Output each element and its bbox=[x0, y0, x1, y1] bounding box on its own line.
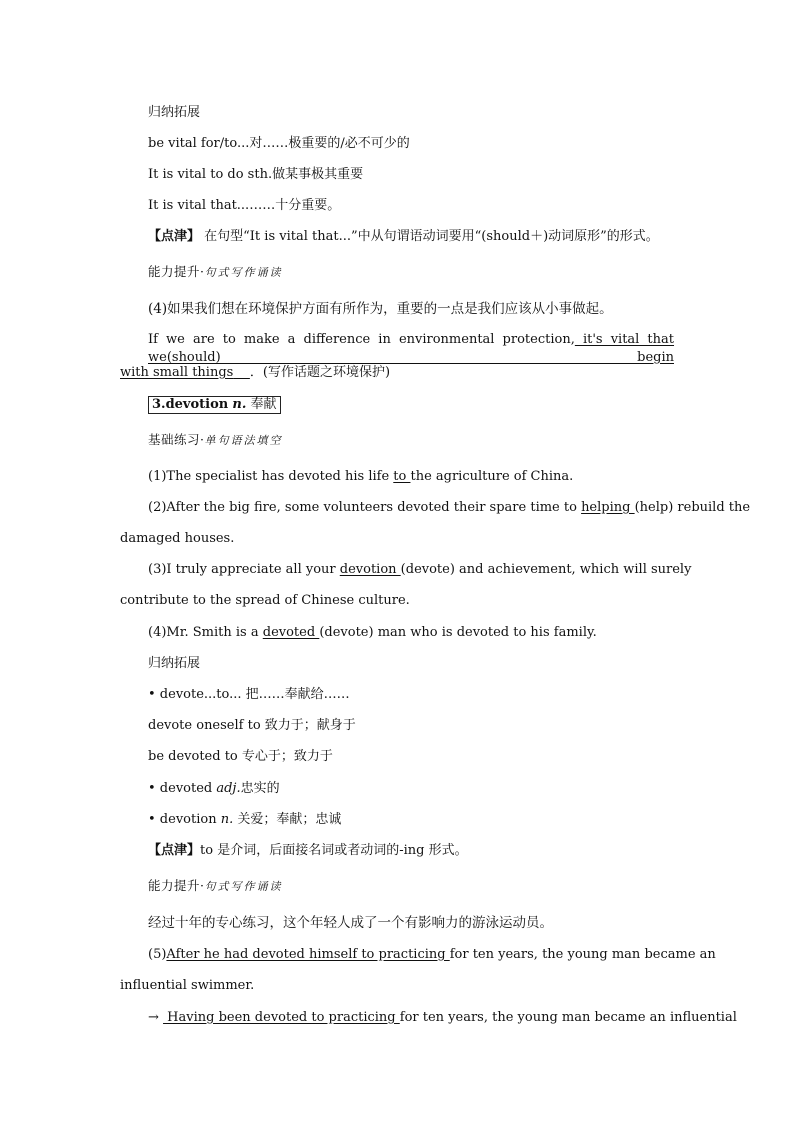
answer-blank: it's vital that we(should) begin bbox=[148, 332, 675, 365]
extension-heading: 归纳拓展 bbox=[148, 105, 201, 120]
tip-line bbox=[148, 228, 659, 246]
question-2-cont: damaged houses. bbox=[120, 531, 235, 546]
question-4: (4)Mr. Smith is a devoted (devote) man who is devoted to his family. bbox=[148, 625, 597, 640]
question-3: (3)I truly appreciate all your devotion (devote) and achievement, which will surely bbox=[148, 562, 692, 577]
question-5-alternative: → Having been devoted to practicing for ten years, the young man became an influential bbox=[148, 1010, 737, 1025]
question-4-english-cont: with small things ．(写作话题之环境保护) bbox=[120, 365, 391, 380]
answer-blank: After he had devoted himself to practicing bbox=[166, 947, 450, 962]
question-2: (2)After the big fire, some volunteers devoted their spare time to helping (help) rebuild the bbox=[148, 500, 751, 515]
tip-label: 【点津】 bbox=[148, 843, 201, 858]
question-5: (5)After he had devoted himself to practicing for ten years, the young man became an bbox=[148, 947, 716, 962]
ability-label: 能力提升·句式写作诵读 bbox=[148, 264, 283, 279]
question-1: (1)The specialist has devoted his life to the agriculture of China. bbox=[148, 469, 574, 484]
answer-blank: to bbox=[393, 469, 411, 484]
entry-heading: 3.devotion n. 奉献 bbox=[148, 396, 281, 414]
extension-item: It is vital to do sth.做某事极其重要 bbox=[148, 167, 364, 182]
question-4-chinese: (4)如果我们想在环境保护方面有所作为，重要的一点是我们应该从小事做起。 bbox=[148, 301, 613, 317]
arrow-icon: → bbox=[148, 1010, 159, 1025]
answer-blank: with small things bbox=[120, 365, 234, 380]
extension-item: be vital for/to...对……极重要的/必不可少的 bbox=[148, 136, 410, 151]
tip-text: 在句型“It is vital that...”中从句谓语动词要用“(should＋)动词原形”的形式。 bbox=[200, 229, 659, 244]
extension-item: • devote...to... 把……奉献给…… bbox=[148, 687, 350, 702]
answer-blank: helping bbox=[581, 500, 635, 515]
answer-blank: Having been devoted to practicing bbox=[163, 1010, 400, 1025]
question-4-english: If we are to make a difference in environmental protection, it's vital that we(should) begin bbox=[148, 332, 675, 365]
answer-blank: devoted bbox=[262, 625, 320, 640]
answer-blank: devotion bbox=[339, 562, 401, 577]
tip-line bbox=[148, 842, 468, 860]
extension-item: • devoted adj.忠实的 bbox=[148, 781, 280, 796]
extension-item: be devoted to 专心于；致力于 bbox=[148, 749, 333, 764]
extension-item: • devotion n. 关爱；奉献；忠诚 bbox=[148, 812, 342, 827]
question-5-cont: influential swimmer. bbox=[120, 978, 255, 993]
question-3-cont: contribute to the spread of Chinese culture. bbox=[120, 593, 410, 608]
extension-item: It is vital that...……十分重要。 bbox=[148, 198, 341, 213]
question-5-chinese: 经过十年的专心练习，这个年轻人成了一个有影响力的游泳运动员。 bbox=[148, 915, 553, 931]
extension-item: devote oneself to 致力于；献身于 bbox=[148, 718, 356, 733]
extension-heading: 归纳拓展 bbox=[148, 656, 201, 671]
basic-practice-label: 基础练习·单句语法填空 bbox=[148, 432, 283, 447]
tip-text: to 是介词，后面接名词或者动词的-ing 形式。 bbox=[200, 843, 468, 858]
tip-label: 【点津】 bbox=[148, 229, 201, 244]
ability-label: 能力提升·句式写作诵读 bbox=[148, 878, 283, 893]
